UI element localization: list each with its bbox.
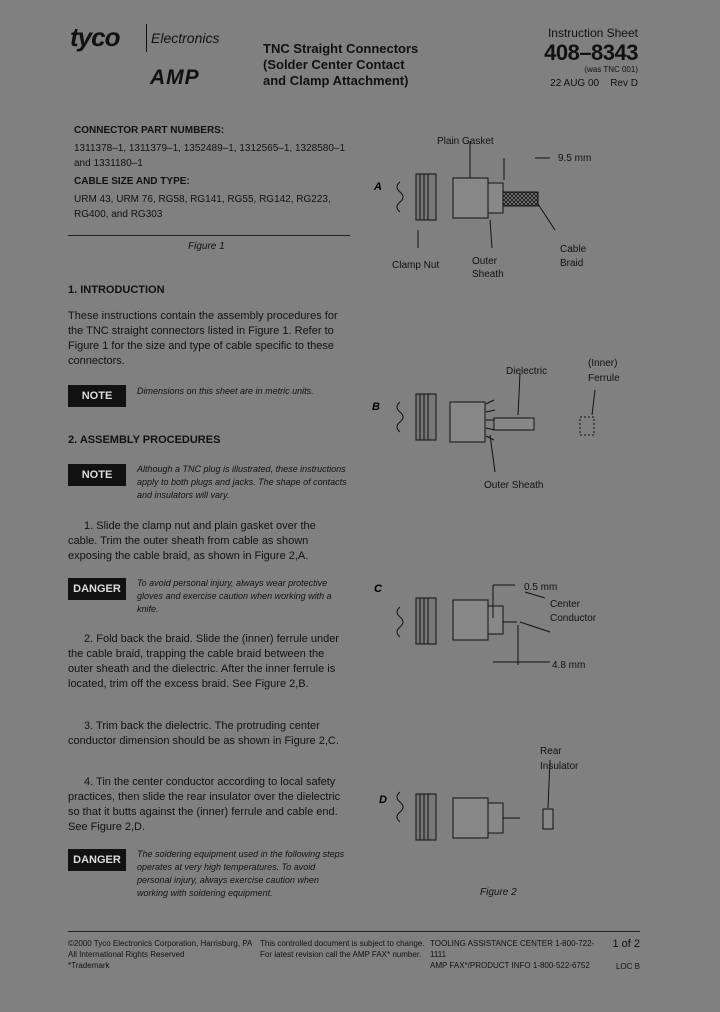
electronics-logo-text: Electronics bbox=[151, 30, 220, 46]
outer-sheath-label: Outer bbox=[472, 256, 498, 267]
note-text: Dimensions on this sheet are in metric units. bbox=[137, 386, 314, 396]
note-badge: NOTE bbox=[68, 385, 126, 407]
step-1: 1. Slide the clamp nut and plain gasket over the cable. Trim the outer sheath from cable as shown exposing the cable braid, as shown in Figure 2,A. bbox=[68, 520, 316, 562]
logo-divider bbox=[146, 24, 147, 52]
dielectric-label: Dielectric bbox=[506, 366, 548, 377]
loc-code: LOC B bbox=[615, 962, 640, 971]
panel-b-label: B bbox=[372, 401, 380, 413]
dimension-9-5-label: 9.5 mm bbox=[558, 153, 592, 164]
plain-gasket-label: Plain Gasket bbox=[437, 136, 494, 147]
footer-controlled bbox=[260, 938, 430, 960]
introduction-heading: 1. INTRODUCTION bbox=[68, 284, 165, 296]
center-conductor-label: Center bbox=[550, 599, 581, 610]
rights-line: All International Rights Reserved bbox=[68, 950, 185, 959]
danger-badge: DANGER bbox=[68, 849, 126, 871]
was-number: (was TNC 001) bbox=[584, 65, 638, 74]
figure1-caption: Figure 1 bbox=[188, 241, 225, 252]
danger-badge: DANGER bbox=[68, 578, 126, 600]
inner-ferrule-label: Ferrule bbox=[588, 373, 620, 384]
step-4: 4. Tin the center conductor according to local safety practices, then slide the rear insulator over the dielectric so that it butts against the (inner) ferrule and cable end. See Figure 2,D. bbox=[68, 776, 341, 833]
panel-c-drawing bbox=[397, 585, 550, 665]
tooling-line: TOOLING ASSISTANCE CENTER 1-800-722-1111 bbox=[430, 939, 595, 959]
title-line-3: and Clamp Attachment) bbox=[263, 73, 409, 88]
outer-sheath-b-label: Outer Sheath bbox=[484, 480, 544, 491]
step-3: 3. Trim back the dielectric. The protruding center conductor dimension should be as shown in Figure 2,C. bbox=[68, 720, 339, 747]
document-number: 408–8343 bbox=[544, 40, 638, 65]
amp-logo: AMP bbox=[150, 66, 200, 89]
trademark-line: *Trademark bbox=[68, 961, 110, 970]
document-title bbox=[263, 41, 463, 89]
panel-c-label: C bbox=[374, 583, 382, 595]
outer-sheath-label: Sheath bbox=[472, 269, 504, 280]
controlled-line: This controlled document is subject to change. bbox=[260, 939, 425, 948]
tyco-logo: tyco bbox=[70, 22, 120, 52]
center-conductor-label: Conductor bbox=[550, 613, 597, 624]
date-revision: 22 AUG 00 Rev D bbox=[550, 78, 638, 89]
clamp-nut-label: Clamp Nut bbox=[392, 260, 440, 271]
part-numbers-heading: CONNECTOR PART NUMBERS: bbox=[74, 125, 225, 136]
part-numbers-box bbox=[74, 123, 354, 225]
product-info-line: AMP FAX*/PRODUCT INFO 1-800-522-6752 bbox=[430, 961, 590, 970]
dimension-4-8-label: 4.8 mm bbox=[552, 660, 586, 671]
panel-d-drawing bbox=[397, 792, 553, 840]
footer-tooling bbox=[430, 938, 610, 971]
note-badge: NOTE bbox=[68, 464, 126, 486]
rear-insulator-label: Rear bbox=[540, 746, 562, 757]
figure2-diagram bbox=[360, 120, 660, 910]
panel-b-drawing bbox=[397, 394, 594, 442]
footer-copyright bbox=[68, 938, 258, 971]
panel-d-label: D bbox=[379, 794, 387, 806]
figure2-caption: Figure 2 bbox=[480, 887, 517, 898]
footer-rule bbox=[68, 931, 640, 932]
fax-line: For latest revision call the AMP FAX* number. bbox=[260, 950, 422, 959]
instruction-sheet-label: Instruction Sheet bbox=[547, 26, 638, 40]
cable-braid-label: Braid bbox=[560, 258, 584, 269]
assembly-heading: 2. ASSEMBLY PROCEDURES bbox=[68, 434, 221, 446]
panel-a-label: A bbox=[374, 181, 382, 193]
cable-braid-label: Cable bbox=[560, 244, 587, 255]
cable-types-list: URM 43, URM 76, RG58, RG141, RG55, RG142, RG223, RG400, and RG303 bbox=[74, 194, 331, 220]
rear-insulator-label: Insulator bbox=[540, 761, 579, 772]
danger-text: To avoid personal injury, always wear protective gloves and exercise caution when working with a knife. bbox=[137, 578, 332, 614]
note-text: Although a TNC plug is illustrated, these instructions apply to both plugs and jacks. The shape of contacts and insulators will vary. bbox=[137, 464, 347, 500]
danger-text: The soldering equipment used in the following steps operates at very high temperatures. To avoid personal injury, always exercise caution when working with soldering equipment. bbox=[137, 849, 345, 898]
dimension-0-5-label: 0.5 mm bbox=[524, 582, 558, 593]
title-line-2: (Solder Center Contact bbox=[263, 57, 405, 72]
inner-ferrule-label: (Inner) bbox=[588, 358, 618, 369]
introduction-text: These instructions contain the assembly procedures for the TNC straight connectors listed in Figure 1. Refer to Figure 1 for the size and type of cable specific to these connectors. bbox=[68, 310, 338, 367]
title-line-1: TNC Straight Connectors bbox=[263, 41, 419, 56]
cable-heading: CABLE SIZE AND TYPE: bbox=[74, 176, 190, 187]
part-numbers-list: 1311378–1, 1311379–1, 1352489–1, 1312565–1, 1328580–1 and 1331180–1 bbox=[74, 143, 346, 169]
step-2: 2. Fold back the braid. Slide the (inner) ferrule under the cable braid, trapping the cable braid between the outer sheath and the dielectric. After the inner ferrule is located, trim off the excess braid. See Figure 2,B. bbox=[68, 633, 339, 690]
page-number: 1 of 2 bbox=[612, 938, 640, 950]
panel-a-drawing bbox=[397, 174, 538, 220]
copyright-line: ©2000 Tyco Electronics Corporation, Harrisburg, PA bbox=[68, 939, 253, 948]
figure1-rule bbox=[68, 235, 350, 236]
